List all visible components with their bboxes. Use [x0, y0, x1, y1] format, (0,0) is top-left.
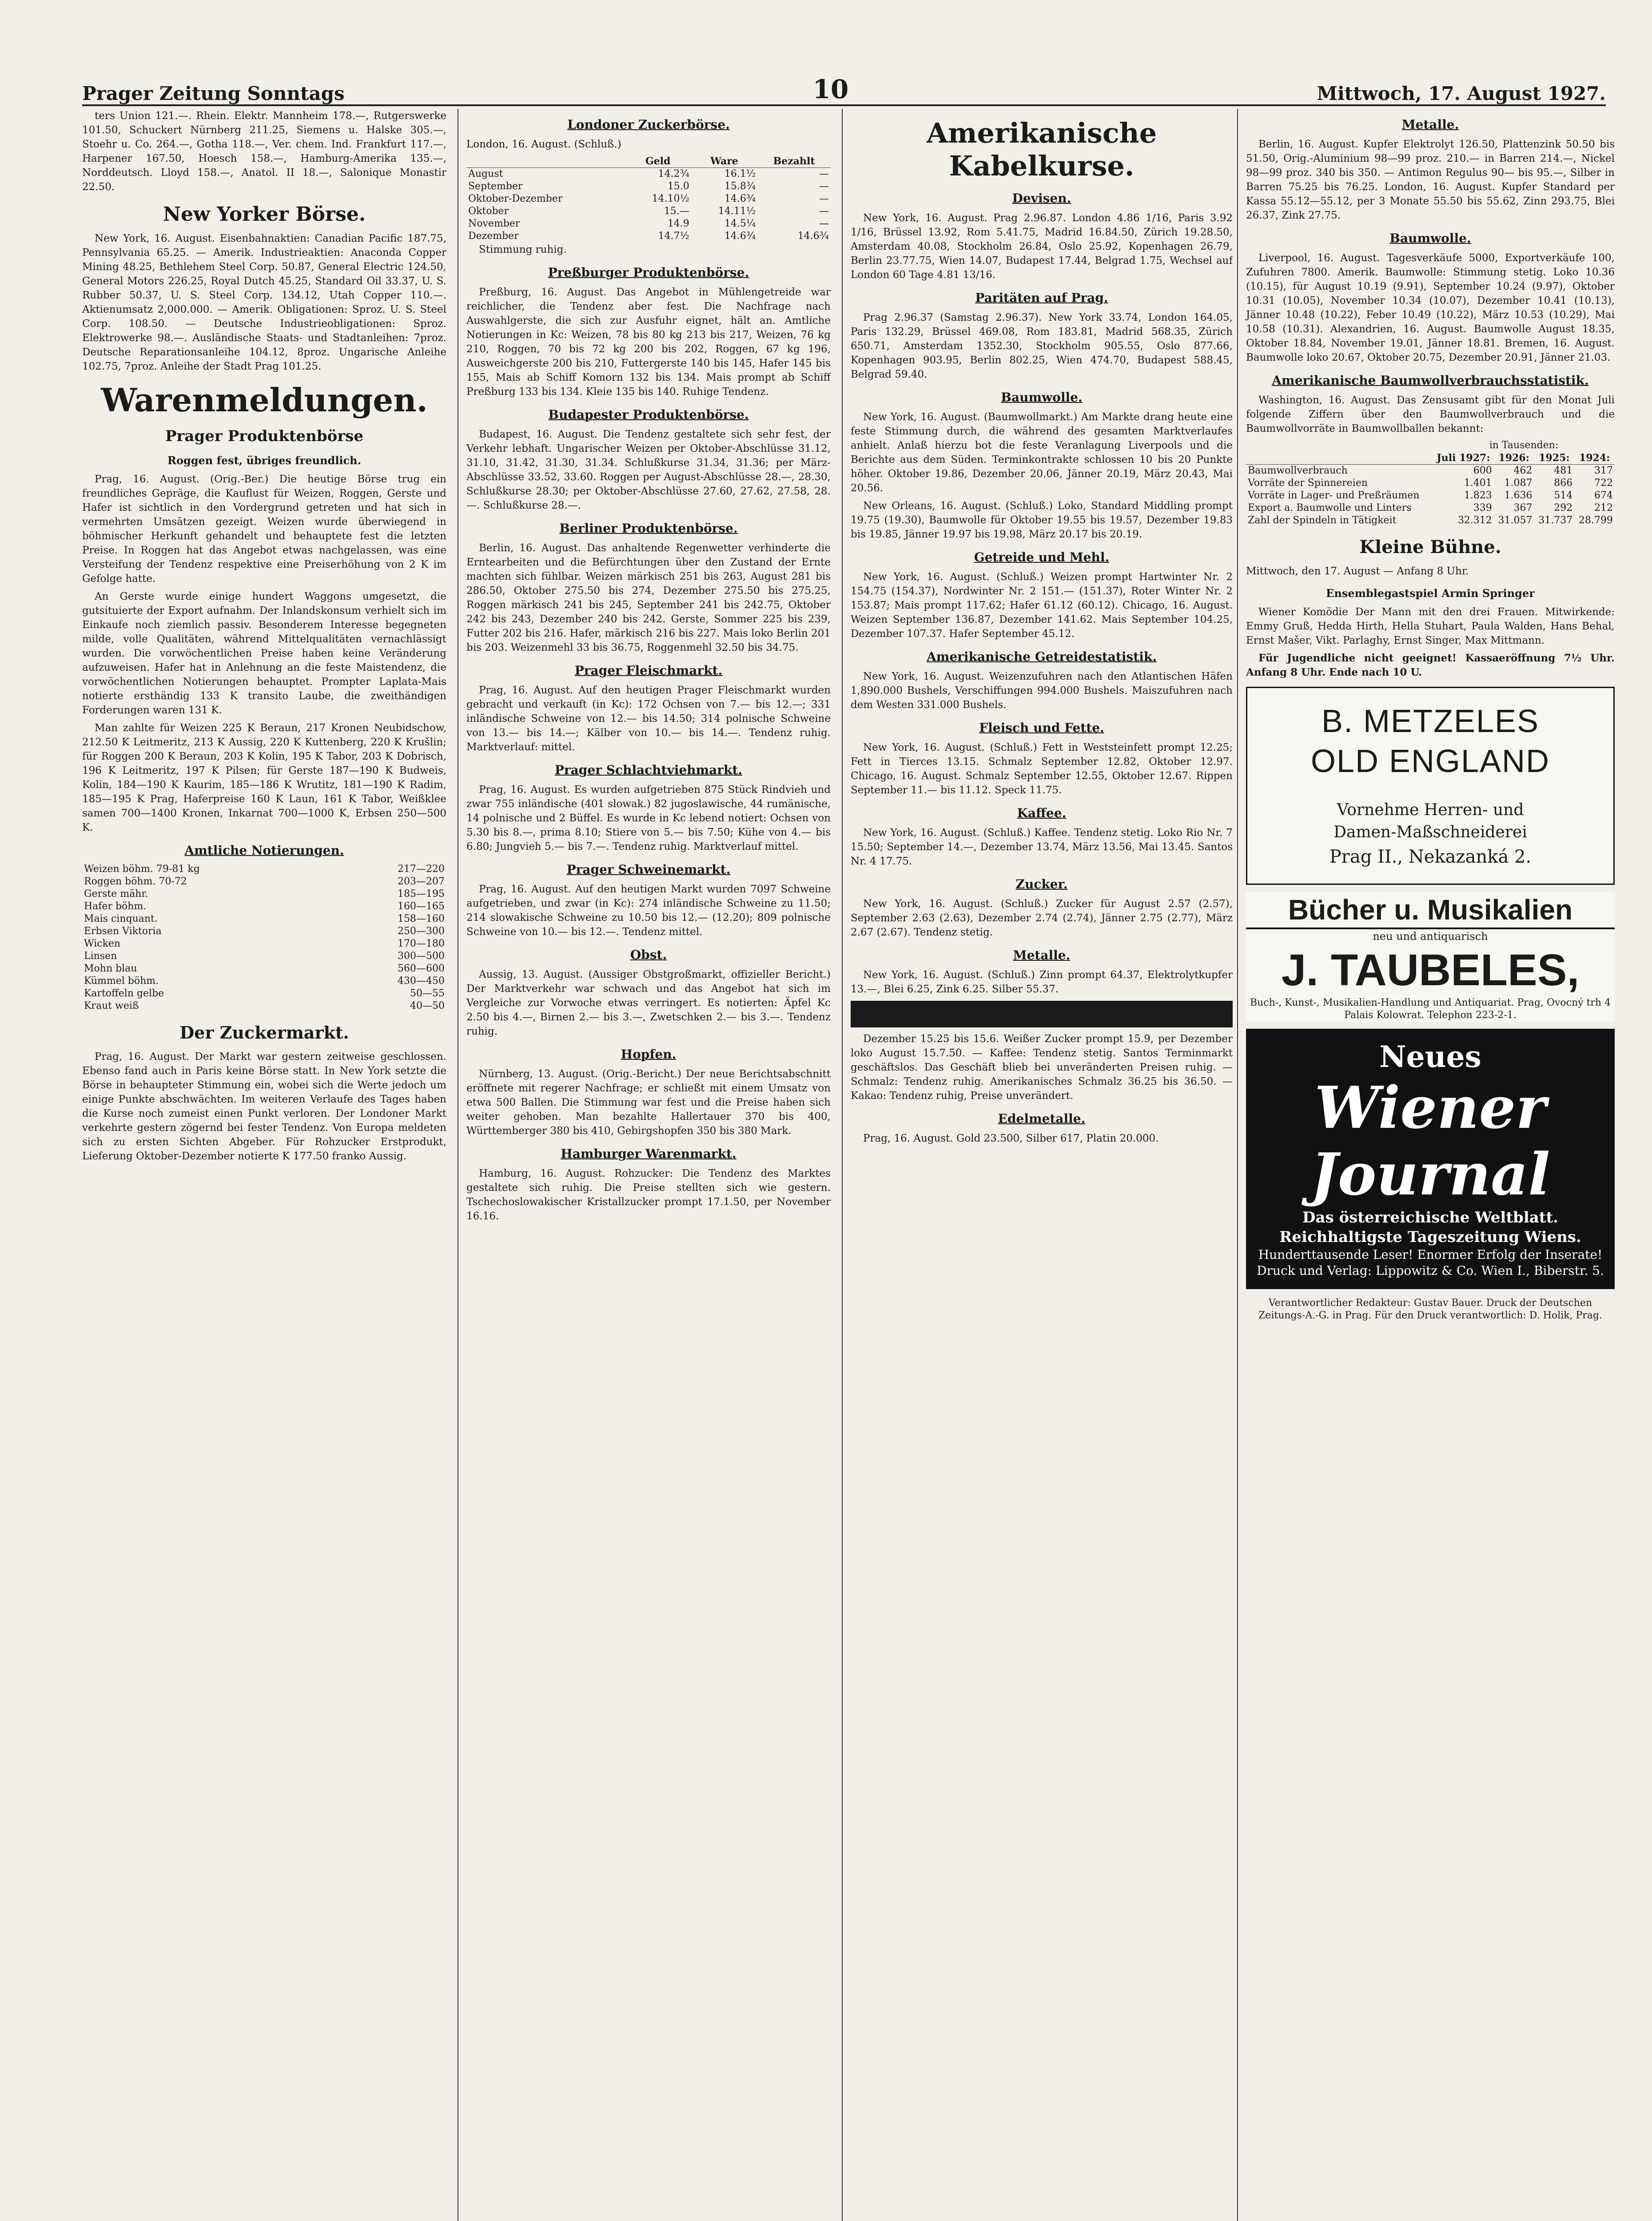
table-cell: November: [468, 218, 520, 229]
table-cell: 16.1½: [724, 168, 756, 179]
ad-metzeles-address: Prag II., Nekazanká 2.: [1329, 847, 1532, 867]
zuckermarkt-heading: Der Zuckermarkt.: [179, 1023, 349, 1043]
hopfen-heading: Hopfen.: [621, 1047, 677, 1062]
notierung-row: [82, 950, 446, 963]
schlachtviehmarkt-heading: Prager Schlachtviehmarkt.: [554, 763, 743, 777]
table-cell: 170—180: [398, 938, 445, 949]
table-cell: Baumwollverbrauch: [1248, 465, 1348, 476]
table-cell: 40—50: [410, 1000, 445, 1011]
baumwolle-heading: Baumwolle.: [1001, 390, 1083, 405]
ad-journal-neues: Neues: [1379, 1039, 1481, 1074]
table-cell: 317: [1594, 465, 1613, 476]
table-cell: 292: [1554, 502, 1573, 513]
table-cell: 1.636: [1504, 490, 1533, 501]
table-cell: 14.10½: [652, 193, 689, 204]
table-unit: in Tausenden:: [1489, 440, 1559, 451]
ad-taubeles-name: J. TAUBELES,: [1281, 945, 1580, 995]
kleine-buehne-heading: Kleine Bühne.: [1359, 537, 1501, 557]
baumwolle-liverpool-text: Liverpool, 16. August. Tagesverkäufe 5000, Exportverkäufe 100, Zufuhren 7800. Amerik. Baumwolle: Stimmung stetig. Loko 10.36 (10.15), für August 10.19 (9.91), September 10.24 (9.97), Oktober 10.31 (10.05), November 10.34 (10.07), Dezember 10.41 (10.13), Jänner 10.48 (10.22), Feber 10.49 (10.22), März 10.53 (10.29), Mai 10.58 (10.31). Alexandrien, 16. August. Baumwolle August 18.35, Oktober 18.84, November 19.01, Jänner 18.81. Bremen, 16. August. Baumwolle loko 20.67, Oktober 20.75, Dezember 20.91, Jänner 21.03.: [1246, 252, 1615, 363]
devisen-text: New York, 16. August. Prag 2.96.87. London 4.86 1/16, Paris 3.92 1/16, Brüssel 13.92, Rom 5.41.75, Madrid 16.84.50, Zürich 19.28.50, Amsterdam 40.08, Stockholm 26.84, Oslo 25.92, Kopenhagen 26.79, Berlin 23.77.75, Wien 14.07, Budapest 17.44, Belgrad 1.75, Wechsel auf London 60 Tage 4.81 13/16.: [851, 212, 1233, 281]
table-cell: 866: [1554, 478, 1573, 489]
ad-metzeles: [1246, 687, 1615, 885]
kleine-buehne-date: Mittwoch, den 17. August — Anfang 8 Uhr.: [1246, 565, 1469, 577]
table-cell: —: [819, 168, 829, 179]
table-header-cell: Ware: [691, 155, 757, 168]
notierung-row: [82, 963, 446, 975]
notierung-row: [82, 975, 446, 987]
ad-taubeles-sub: neu und antiquarisch: [1373, 930, 1488, 943]
table-cell: 15.—: [664, 206, 689, 217]
column-3: [842, 109, 1233, 2221]
table-header-cell: 1926:: [1494, 452, 1534, 465]
table-header-cell: [1246, 452, 1433, 465]
ny-boerse-heading: New Yorker Börse.: [163, 203, 366, 226]
produktenboerse-subheading: Roggen fest, übriges freundlich.: [167, 454, 361, 467]
table-cell: 14.6¾: [724, 193, 756, 204]
table-cell: 430—450: [398, 975, 445, 987]
metalle-text: New York, 16. August. (Schluß.) Zinn prompt 64.37, Elektrolytkupfer 13.—, Blei 6.25, Zink 6.25. Silber 55.37.: [851, 969, 1233, 995]
ad-journal-details: Hunderttausende Leser! Enormer Erfolg der Inserate! Druck und Verlag: Lippowitz & Co. Wien I., Biberstr. 5.: [1257, 1247, 1604, 1278]
stock-list-continued: ters Union 121.—. Rhein. Elektr. Mannheim 178.—, Rutgerswerke 101.50, Schuckert Nürnberg 211.25, Siemens u. Halske 305.—, Stoehr u. Co. 264.—, Gotha 118.—, Ver. chem. Ind. Frankfurt 117.—, Harpener 167.50, Hoesch 158.—, Hamburg-Amerika 135.—, Norddeutsch. Lloyd 158.—, Anatol. II 18.—, Salonique Monastir 22.50.: [82, 110, 446, 193]
notierung-row: [82, 925, 446, 938]
table-cell: 28.799: [1579, 515, 1613, 526]
ad-metzeles-brand: OLD ENGLAND: [1310, 744, 1550, 779]
table-cell: 1.401: [1464, 478, 1492, 489]
hamburger-warenmarkt-text: Hamburg, 16. August. Rohzucker: Die Tendenz des Marktes gestaltete sich ruhig. Die Preise stellten sich wie gestern. Tschechoslowakischer Kristallzucker prompt 17.1.50, per November 16.16.: [466, 1168, 831, 1222]
zucker-row: [466, 218, 831, 230]
table-cell: —: [819, 218, 829, 229]
table-cell: 1.823: [1464, 490, 1492, 501]
notierung-row: [82, 987, 446, 1000]
table-cell: August: [468, 168, 503, 179]
table-cell: Kümmel böhm.: [84, 975, 159, 987]
table-cell: —: [819, 181, 829, 192]
table-cell: 158—160: [398, 913, 445, 924]
notierung-row: [82, 900, 446, 913]
ad-metzeles-line1: Vornehme Herren- und: [1337, 801, 1524, 819]
table-cell: Kartoffeln gelbe: [84, 988, 164, 999]
obst-heading: Obst.: [630, 947, 667, 962]
zucker-row: [466, 168, 831, 181]
fleisch-fette-heading: Fleisch und Fette.: [979, 720, 1104, 735]
masthead-date: Mittwoch, 17. August 1927.: [1317, 83, 1606, 104]
statistik-row: [1246, 502, 1615, 514]
pressburger-heading: Preßburger Produktenbörse.: [548, 265, 749, 280]
table-cell: 367: [1513, 502, 1533, 513]
berliner-heading: Berliner Produktenbörse.: [559, 521, 738, 536]
metalle-heading: Metalle.: [1013, 948, 1071, 963]
table-cell: 14.5¼: [724, 218, 756, 229]
zucker-text: New York, 16. August. (Schluß.) Zucker für August 2.57 (2.57), September 2.63 (2.63), Dezember 2.74 (2.74), Jänner 2.75 (2.77), März 2.67 (2.67). Tendenz stetig.: [851, 898, 1233, 938]
londoner-zucker-table: [466, 155, 831, 243]
notierung-row: [82, 888, 446, 900]
table-cell: Oktober: [468, 206, 509, 217]
berliner-text: Berlin, 16. August. Das anhaltende Regenwetter verhinderte die Erntearbeiten und die Befürchtungen über den Zustand der Ernte machten sich fühlbar. Weizen märkisch 251 bis 263, August 281 bis 286.50, Oktober 275.50 bis 274, Dezember 275.50 bis 275.25, Roggen märkisch 241 bis 245, September 241 bis 242.75, Oktober 242 bis 243, Dezember 240 bis 242. Gerste, Sommer 225 bis 239, Futter 202 bis 216. Hafer, märkisch 216 bis 227. Mais loko Berlin 201 bis 203. Weizenmehl 33 bis 36.75, Roggenmehl 32.50 bis 34.75.: [466, 542, 831, 653]
hopfen-text: Nürnberg, 13. August. (Orig.-Bericht.) Der neue Berichtsabschnitt eröffnete mit regerer Nachfrage; er schließt mit einem Umsatz von etwa 500 Ballen. Die Stimmung war fest und die Preise haben sich weiter gehoben. Man bezahlte Hallertauer 370 bis 400, Württemberger 380 bis 410, Gebirgshopfen 350 bis 380 Mark.: [466, 1068, 831, 1137]
zucker-row: [466, 230, 831, 243]
table-cell: Mais cinquant.: [84, 913, 158, 924]
table-cell: Dezember: [468, 231, 519, 242]
pressburger-text: Preßburg, 16. August. Das Angebot in Mühlengetreide war reichlicher, die Tendenz aber fest. Die Nachfrage nach Auswahlgerste, die sich zur Ausfuhr eignet, hält an. Amtliche Notierungen in Kc: Weizen, 78 bis 80 kg 213 bis 217, Weizen, 76 kg 210, Roggen, 70 bis 72 kg 200 bis 202, Roggen, 67 kg 196, Ausweichgerste 200 bis 210, Futtergerste 140 bis 145, Hafer 145 bis 155, Mais ab Schiff Komorn 132 bis 134. Mais prompt ab Schiff Preßburg 133 bis 134. Kleie 135 bis 140. Ruhige Tendenz.: [466, 287, 831, 398]
hamburger-warenmarkt-heading: Hamburger Warenmarkt.: [561, 1146, 736, 1161]
table-cell: 514: [1554, 490, 1573, 501]
table-cell: 250—300: [398, 926, 445, 937]
table-header-cell: Geld: [625, 155, 691, 168]
notierung-row: [82, 1000, 446, 1012]
schlachtviehmarkt-text: Prag, 16. August. Es wurden aufgetrieben 875 Stück Rindvieh und zwar 755 inländische (401 slowak.) 82 jugoslawische, 44 rumänische, 14 polnische und 2 Büffel. Es wurde in Kc lebend notiert: Ochsen von 5.30 bis 8.—, prima 8.10; Stiere von 5.— bis 7.50; Kühe von 4.— bis 6.80; Jungvieh 5.— bis 7.—. Tendenz ruhig. Marktverlauf mittel.: [466, 784, 831, 852]
table-cell: Zahl der Spindeln in Tätigkeit: [1248, 515, 1397, 526]
notierung-row: [82, 913, 446, 925]
metalle-berlin-text: Berlin, 16. August. Kupfer Elektrolyt 126.50, Plattenzink 50.50 bis 51.50, Orig.-Aluminium 98—99 proz. 210.— in Barren 214.—, Nickel 98—99 proz. 340 bis 350. — Antimon Regulus 90— bis 95.—, Silber in Barren 75.25 bis 76.25. London, 16. August. Kupfer Standard per Kassa 55.12—55.12, per 3 Monate 55.50 bis 55.62, Zinn 293.75, Blei 26.37, Zink 27.75.: [1246, 139, 1615, 221]
table-cell: 14.9: [667, 218, 689, 229]
table-cell: 674: [1594, 490, 1613, 501]
ad-metzeles-line2: Damen-Maßschneiderei: [1334, 823, 1527, 841]
statistik-row: [1246, 477, 1615, 490]
table-cell: —: [819, 193, 829, 204]
table-cell: 50—55: [410, 988, 445, 999]
page-number: 10: [812, 74, 849, 104]
budapester-text: Budapest, 16. August. Die Tendenz gestaltete sich sehr fest, der Verkehr lebhaft. Ungarischer Weizen per Oktober-Abschlüsse 31.12, 31.10, 31.42, 31.30, 31.34. Schlußkurse 31.34, 31.36; per März-Abschlüsse 33.52, 33.60. Roggen per August-Abschlüsse 28.—, 28.30, Schlußkurse 28.30; per Oktober-Abschlüsse 27.60, 27.62, 27.58, 28.—. Schlußkurse 28.—.: [466, 429, 831, 511]
table-cell: 1.087: [1504, 478, 1533, 489]
getreide-mehl-heading: Getreide und Mehl.: [974, 550, 1110, 565]
getreidestatistik-heading: Amerikanische Getreidestatistik.: [927, 649, 1157, 664]
ny-boerse-text: New York, 16. August. Eisenbahnaktien: Canadian Pacific 187.75, Pennsylvania 65.25. — Amerik. Industrieaktien: Anaconda Copper Mining 48.25, Bethlehem Steel Corp. 50.87, General Electric 124.50, General Motors 226.25, Royal Dutch 45.25, Standard Oil 33.37, U. S. Rubber 50.37, U. S. Steel Corp. 134.12, Utah Copper 110.—. Aktienumsatz 2,000.000. — Amerik. Obligationen: Sproz. U. S. Steel Corp. 108.50. — Deutsche Industrieobligationen: Sproz. Elektrowerke 98.—. Ausländische Staats- und Stadtanleihen: 7proz. Deutsche Reparationsanleihe 104.12, 8proz. Ungarische Anleihe 102.75, 7proz. Anleihe der Stadt Prag 101.25.: [82, 233, 446, 372]
table-cell: 32.312: [1457, 515, 1492, 526]
table-cell: Hafer böhm.: [84, 901, 147, 912]
imprint-footer: Verantwortlicher Redakteur: Gustav Bauer. Druck der Deutschen Zeitungs-A.-G. in Prag. Für den Druck verantwortlich: D. Holik, Prag.: [1258, 1298, 1602, 1321]
table-cell: Vorräte in Lager- und Preßräumen: [1248, 490, 1420, 501]
column-4: [1237, 109, 1615, 2221]
statistik-row: [1246, 514, 1615, 527]
table-cell: 481: [1554, 465, 1573, 476]
zucker-row: [466, 180, 831, 193]
table-cell: 160—165: [398, 901, 445, 912]
table-header-cell: Bezahlt: [757, 155, 831, 168]
new-orleans-text: New Orleans, 16. August. (Schluß.) Loko, Standard Middling prompt 19.75 (19.30), Baumwolle für Oktober 19.55 bis 19.57, Dezember 19.83 bis 19.85, Jänner 19.97 bis 19.98, März 20.17 bis 20.19.: [851, 500, 1233, 540]
table-cell: Roggen böhm. 70-72: [84, 876, 187, 887]
kabelkurse-heading: Amerikanische Kabelkurse.: [926, 117, 1157, 182]
table-header-cell: [466, 155, 625, 168]
ad-taubeles: [1246, 892, 1615, 1022]
getreide-mehl-text: New York, 16. August. (Schluß.) Weizen prompt Hartwinter Nr. 2 154.75 (154.37), Nordwinter Nr. 2 151.— (151.37), Roter Winter Nr. 2 153.87; Mais prompt 117.62; Hafer 61.12 (60.12). Chicago, 16. August. Weizen September 136.87, Dezember 141.62. Mais September 104.25, Dezember 107.37. Hafer September 45.12.: [851, 571, 1233, 640]
warenmeldungen-heading: Warenmeldungen.: [101, 381, 428, 419]
table-cell: 300—500: [398, 951, 445, 962]
ad-wiener-journal: [1246, 1029, 1615, 1289]
prager-fleischmarkt-heading: Prager Fleischmarkt.: [574, 663, 723, 678]
table-cell: 600: [1473, 465, 1492, 476]
schweinemarkt-text: Prag, 16. August. Auf den heutigen Markt wurden 7097 Schweine aufgetrieben, und zwar (in Kc): 274 inländische Schweine zu 11.50; 214 slowakische Schweine zu 10.50 bis 12.— (12.20); 809 polnische Schweine von 10.— bis 12.—. Tendenz mittel.: [466, 884, 831, 938]
baumwolle-text: New York, 16. August. (Baumwollmarkt.) Am Markte drang heute eine feste Stimmung durch, die während des gesamten Marktverlaufes anhielt. Anlaß hierzu bot die feste Veranlagung Liverpools und die Berichte aus dem Süden. Terminkontrakte schlossen 10 bis 20 Punkte höher. Oktober 19.86, Dezember 20.06, Jänner 20.19, März 20.43, Mai 20.56.: [851, 411, 1233, 494]
table-cell: September: [468, 181, 523, 192]
table-cell: Wicken: [84, 938, 121, 949]
londoner-zuckerboerse-intro: London, 16. August. (Schluß.): [466, 139, 621, 150]
table-cell: 31.057: [1498, 515, 1533, 526]
table-cell: 14.2¾: [658, 168, 689, 179]
kleine-buehne-text: Wiener Komödie Der Mann mit den drei Frauen. Mitwirkende: Emmy Gruß, Hedda Hirth, Hella Stuhart, Paula Walden, Hans Behal, Ernst Mašer, Vikt. Parlaghy, Ernst Singer, Max Mittmann.: [1246, 606, 1615, 646]
statistik-row: [1246, 465, 1615, 478]
londoner-zuckerboerse-heading: Londoner Zuckerbörse.: [567, 117, 730, 132]
hamburg-market-text: Dezember 15.25 bis 15.6. Weißer Zucker prompt 15.9, per Dezember loko August 15.7.50. — Kaffee: Tendenz stetig. Santos Terminmarkt geschäftslos. Das Geschäft blieb bei unveränderten Preisen ruhig. — Schmalz: Tendenz ruhig. Amerikanisches Schmalz 36.25 bis 36.50. — Kakao: Tendenz ruhig, Preise unverändert.: [851, 1033, 1233, 1102]
table-cell: Oktober-Dezember: [468, 193, 563, 204]
fleisch-fette-text: New York, 16. August. (Schluß.) Fett in Weststeinfett prompt 12.25; Fett in Tierces 13.15. Schmalz September 12.82, Oktober 12.97. Chicago, 16. August. Schmalz September 12.55, Oktober 12.67. Rippen September 11.— bis 11.12. Speck 11.75.: [851, 742, 1233, 796]
verbrauchsstatistik-table: [1246, 439, 1615, 527]
table-cell: Erbsen Viktoria: [84, 926, 162, 937]
table-cell: Export a. Baumwolle und Linters: [1248, 502, 1412, 513]
ad-taubeles-title: Bücher u. Musikalien: [1246, 892, 1615, 929]
schweinemarkt-heading: Prager Schweinemarkt.: [566, 862, 731, 877]
table-cell: Weizen böhm. 79-81 kg: [84, 864, 200, 875]
table-cell: Kraut weiß: [84, 1000, 139, 1011]
statistik-row: [1246, 490, 1615, 502]
zucker-row: [466, 205, 831, 218]
table-cell: 31.737: [1538, 515, 1573, 526]
table-cell: 560—600: [398, 963, 445, 974]
kaffee-heading: Kaffee.: [1017, 806, 1067, 820]
table-cell: 15.0: [667, 181, 689, 192]
column-2: [458, 109, 831, 2221]
devisen-heading: Devisen.: [1012, 191, 1071, 206]
notierung-row: [82, 938, 446, 950]
amtliche-notierungen-table: [82, 863, 446, 1012]
table-header-cell: 1924:: [1574, 452, 1615, 465]
zucker-heading: Zucker.: [1015, 877, 1068, 892]
zuckermarkt-text: Prag, 16. August. Der Markt war gestern zeitweise geschlossen. Ebenso fand auch in Paris keine Börse statt. In New York setzte die Börse in behaupteter Stimmung ein, wobei sich die Werte jedoch um einige Punkte abschwächten. Im weiteren Verlaufe des Tages haben die Kurse noch zumeist einen Punkt verloren. Der Londoner Markt verkehrte gestern zögernd bei fester Tendenz. Von Europa meldeten sich zu ersten Sichten Abgeber. Für Rohzucker Erstprodukt, Lieferung Oktober-Dezember notierte K 177.50 franko Aussig.: [82, 1051, 446, 1162]
table-cell: Mohn blau: [84, 963, 137, 974]
table-cell: Gerste mähr.: [84, 888, 148, 900]
verbrauchsstatistik-heading: Amerikanische Baumwollverbrauchsstatistik.: [1272, 373, 1589, 388]
table-cell: Vorräte der Spinnereien: [1248, 478, 1368, 489]
table-cell: 14.7½: [658, 231, 689, 242]
table-header-cell: Juli 1927:: [1433, 452, 1494, 465]
table-cell: Linsen: [84, 951, 117, 962]
ad-journal-title: Wiener Journal: [1310, 1074, 1550, 1208]
table-header-cell: 1925:: [1534, 452, 1575, 465]
table-cell: 722: [1594, 478, 1613, 489]
table-cell: 15.8¾: [724, 181, 756, 192]
table-cell: 14.6¾: [724, 231, 756, 242]
table-cell: 203—207: [398, 876, 445, 887]
zucker-row: [466, 193, 831, 205]
table-cell: 462: [1513, 465, 1533, 476]
verbrauchsstatistik-text: Washington, 16. August. Das Zensusamt gibt für den Monat Juli folgende Ziffern über den Baumwollverbrauch und die Baumwollvorräte in Baumwollballen bekannt:: [1246, 394, 1615, 434]
table-cell: 212: [1594, 502, 1613, 513]
table-cell: 339: [1473, 502, 1492, 513]
ad-metzeles-name: B. METZELES: [1321, 704, 1540, 739]
paritaeten-text: Prag 2.96.37 (Samstag 2.96.37). New York 33.74, London 164.05, Paris 132.29, Brüssel 469.08, Rom 183.81, Madrid 568.35, Zürich 650.71, Amsterdam 1352.30, Stockholm 905.55, Oslo 877.66, Kopenhagen 903.95, Berlin 802.25, Wien 474.70, Budapest 588.45, Belgrad 59.40.: [851, 312, 1233, 380]
edelmetalle-text: Prag, 16. August. Gold 23.500, Silber 617, Platin 20.000.: [863, 1133, 1159, 1144]
table-cell: 217—220: [398, 864, 445, 875]
table-cell: 185—195: [398, 888, 445, 900]
produktenboerse-text-1: Prag, 16. August. (Orig.-Ber.) Die heutige Börse trug ein freundliches Gepräge, die Kauflust für Weizen, Roggen, Gerste und Hafer ist sichtlich in den Vordergrund getreten und hat sich in vermehrten Umsätzen gezeigt. Weizen wurde überwiegend in böhmischer Herkunft gehandelt und behauptete fest die letzten Preise. In Roggen hat das Angebot etwas nachgelassen, was eine Versteifung der Tendenz respektive eine Preiserhöhung von 2 K im Gefolge hatte.: [82, 474, 446, 585]
table-cell: 14.6¾: [797, 231, 829, 242]
obst-text: Aussig, 13. August. (Aussiger Obstgroßmarkt, offizieller Bericht.) Der Marktverkehr war schwach und das Angebot hat sich im Vergleiche zur Vorwoche etwas verringert. Es notierten: Äpfel Kc 2.50 bis 4.—, Birnen 2.— bis 3.—, Zwetschken 2.— bis 3.—. Tendenz ruhig.: [466, 969, 831, 1037]
budapester-heading: Budapester Produktenbörse.: [548, 407, 749, 422]
masthead: [82, 73, 1606, 106]
ensemble-title: Ensemblegastspiel Armin Springer: [1326, 587, 1535, 600]
edelmetalle-heading: Edelmetalle.: [998, 1111, 1086, 1126]
ad-taubeles-details: Buch-, Kunst-, Musikalien-Handlung und Antiquariat. Prag, Ovocný trh 4 Palais Kolowrat. Telephon 223-2-1.: [1250, 997, 1611, 1021]
table-cell: 14.11½: [718, 206, 756, 217]
kaffee-text: New York, 16. August. (Schluß.) Kaffee. Tendenz stetig. Loko Rio Nr. 7 15.50; September 14.—, Dezember 13.74, März 13.56, Mai 13.45. Santos Nr. 4 17.75.: [851, 827, 1233, 867]
metalle-berlin-heading: Metalle.: [1401, 117, 1459, 132]
paritaeten-heading: Paritäten auf Prag.: [975, 291, 1108, 305]
table-cell: —: [819, 206, 829, 217]
baumwolle-liverpool-heading: Baumwolle.: [1389, 231, 1471, 246]
masthead-left: Prager Zeitung Sonntags: [82, 83, 345, 104]
notierung-row: [82, 876, 446, 888]
getreidestatistik-text: New York, 16. August. Weizenzufuhren nach den Atlantischen Häfen 1,890.000 Bushels, Verschiffungen 994.000 Bushels. Maiszufuhren nach dem Westen 331.000 Bushels.: [851, 671, 1233, 711]
produktenboerse-text-2: An Gerste wurde einige hundert Waggons umgesetzt, die gutsituierte der Export aufnahm. Der Inlandskonsum verhielt sich im Einkaufe noch ziemlich passiv. Besonderem Interesse begegneten milde, volle Qualitäten, während Mittelqualitäten vernachlässigt wurden. Die vorwöchentlichen Preise haben keine Veränderung aufzuweisen. Hafer hat in Anlehnung an die feste Maistendenz, die vorwöchentlichen Notierungen behauptet. Prompter Laplata-Mais notierte ersthändig 133 K transito Laube, die zweithändigen Forderungen waren 131 K.: [82, 591, 446, 716]
section-divider-bar: [851, 1001, 1233, 1027]
londoner-zuckerboerse-tail: Stimmung ruhig.: [479, 244, 567, 255]
notierung-row: [82, 863, 446, 876]
prager-fleischmarkt-text: Prag, 16. August. Auf den heutigen Prager Fleischmarkt wurden gebracht und verkauft (in Kc): 172 Ochsen von 7.— bis 12.—; 331 inländische Schweine von 12.— bis 14.50; 314 polnische Schweine von 13.— bis 14.—; Kälber von 10.— bis 14.—. Tendenz ruhig. Marktverlauf: mittel.: [466, 685, 831, 753]
kleine-buehne-tail: Für Jugendliche nicht geeignet! Kassaeröffnung 7½ Uhr. Anfang 8 Uhr. Ende nach 10 U.: [1246, 652, 1615, 678]
produktenboerse-text-3: Man zahlte für Weizen 225 K Beraun, 217 Kronen Neubidschow, 212.50 K Leitmeritz, 213 K Aussig, 220 K Kuttenberg, 220 K Krušlin; für Roggen 200 K Beraun, 203 K Kolin, 195 K Tabor, 203 K Dobrisch, 196 K Leitmeritz, 197 K Pilsen; für Gerste 187—190 K Budweis, Kolin, 184—190 K Kaurim, 185—186 K Wrutitz, 181—190 K Radim, 185—195 K Prag, Haferpreise 160 K Laun, 161 K Tabor, Weißklee samen 700—1400 Kronen, Inkarnat 700—1000 K, Erbsen 250—500 K.: [82, 722, 446, 833]
ad-journal-slogan: Das österreichische Weltblatt. Reichhaltigste Tageszeitung Wiens.: [1279, 1209, 1581, 1246]
amtliche-notierungen-heading: Amtliche Notierungen.: [184, 843, 344, 858]
produktenboerse-heading: Prager Produktenbörse: [165, 427, 364, 445]
column-1: [82, 109, 446, 2221]
